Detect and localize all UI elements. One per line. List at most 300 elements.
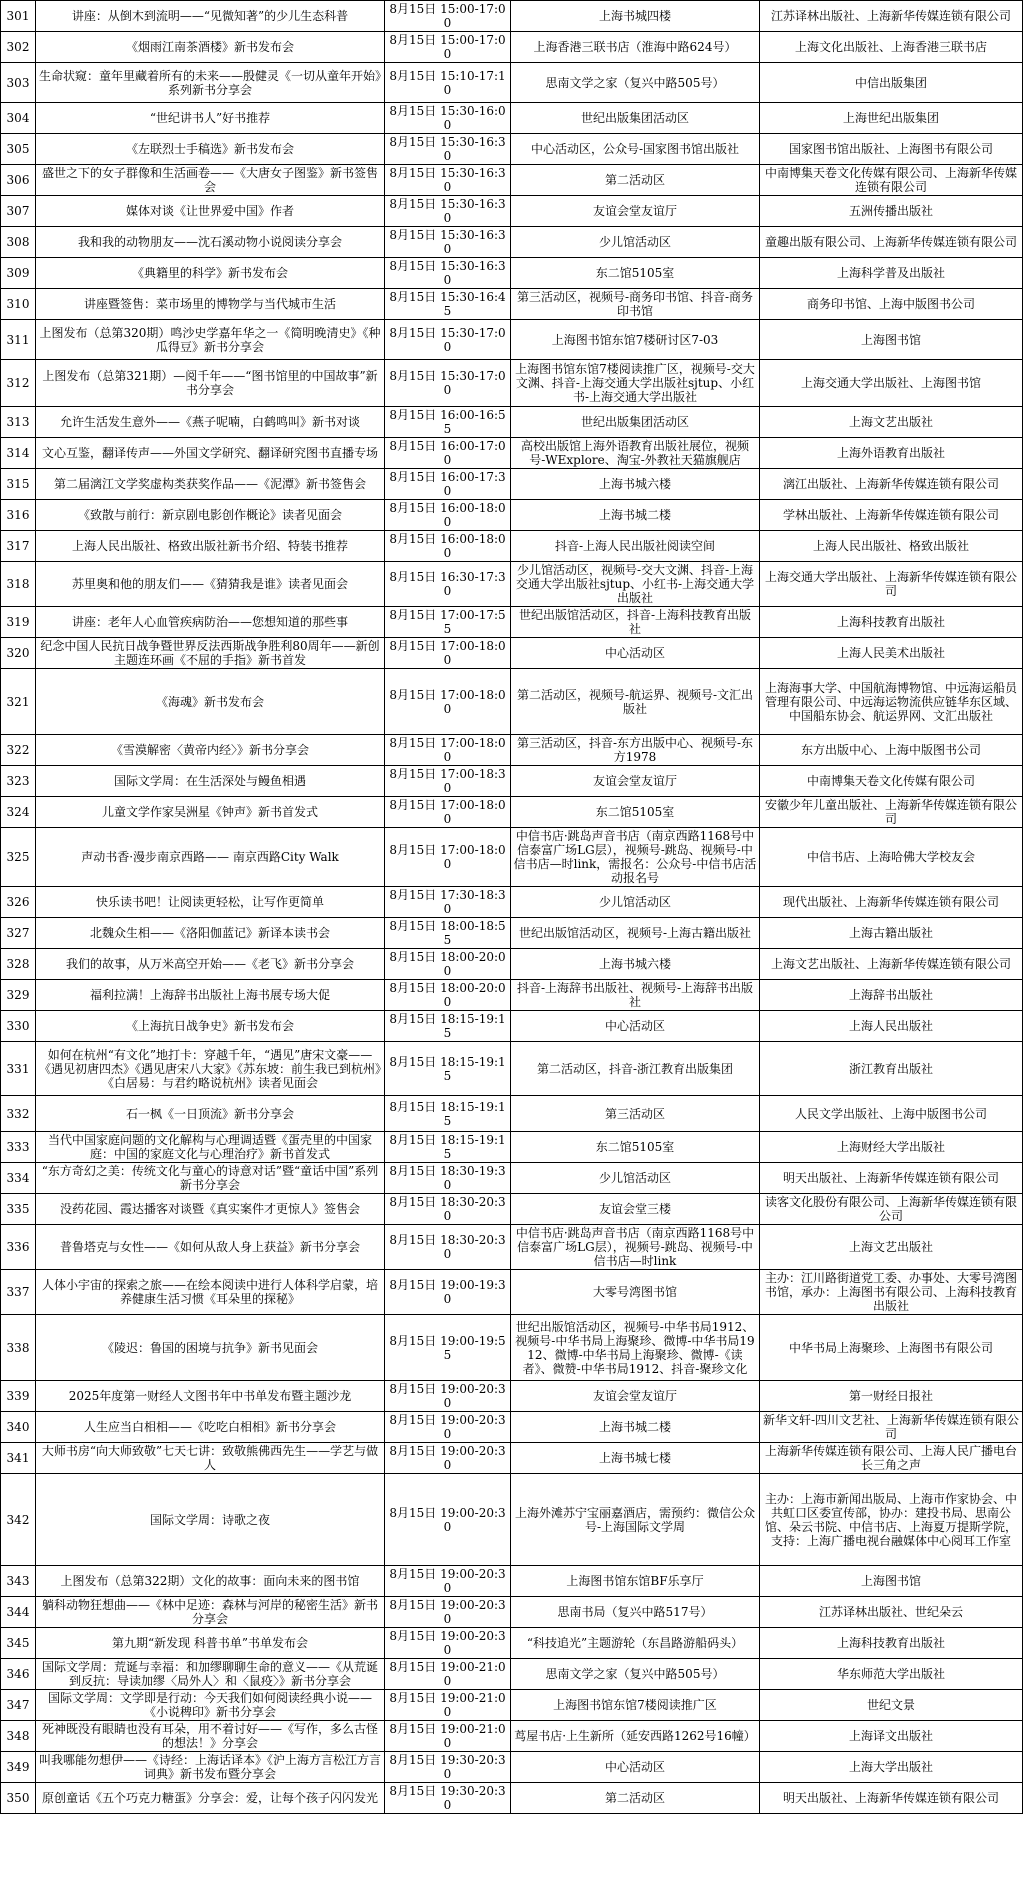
event-organizer: 上海财经大学出版社 <box>760 1132 1023 1163</box>
event-venue: 东二馆5105室 <box>511 797 760 828</box>
event-title: 第二届漓江文学奖虚构类获奖作品——《泥潭》新书签售会 <box>36 469 385 500</box>
event-title: 媒体对谈《让世界爱中国》作者 <box>36 196 385 227</box>
table-row <box>1 1597 1023 1628</box>
event-time: 8月15日 15:30-16:30 <box>385 258 511 289</box>
event-title: 盛世之下的女子群像和生活画卷——《大唐女子图鉴》新书签售会 <box>36 165 385 196</box>
row-number: 324 <box>1 797 36 828</box>
event-title: 上海人民出版社、格致出版社新书介绍、特装书推荐 <box>36 531 385 562</box>
event-venue: 上海图书馆东馆7楼阅读推广区，视频号-交大文渊、抖音-上海交通大学出版社sjtup、小红书-上海交通大学出版社 <box>511 360 760 407</box>
table-row <box>1 407 1023 438</box>
event-venue: 第二活动区，视频号-航运界、视频号-文汇出版社 <box>511 669 760 735</box>
event-time: 8月15日 15:30-17:00 <box>385 320 511 360</box>
event-title: 死神既没有眼睛也没有耳朵，用不着讨好——《写作，多么古怪的想法！》分享会 <box>36 1721 385 1752</box>
table-row <box>1 562 1023 607</box>
table-row <box>1 1443 1023 1474</box>
event-venue: 上海外滩苏宁宝丽嘉酒店，需预约：微信公众号-上海国际文学周 <box>511 1474 760 1566</box>
event-time: 8月15日 16:30-17:30 <box>385 562 511 607</box>
table-row <box>1 469 1023 500</box>
row-number: 338 <box>1 1315 36 1381</box>
event-title: 《上海抗日战争史》新书发布会 <box>36 1011 385 1042</box>
table-row <box>1 438 1023 469</box>
event-time: 8月15日 15:30-16:30 <box>385 196 511 227</box>
event-time: 8月15日 16:00-17:30 <box>385 469 511 500</box>
event-title: 《海魂》新书发布会 <box>36 669 385 735</box>
event-title: 大师书房“向大师致敬”七天七讲：致敬熊佛西先生——学艺与做人 <box>36 1443 385 1474</box>
event-title: “东方奇幻之美：传统文化与童心的诗意对话”暨“童话中国”系列新书分享会 <box>36 1163 385 1194</box>
row-number: 345 <box>1 1628 36 1659</box>
event-time: 8月15日 18:30-20:30 <box>385 1225 511 1270</box>
row-number: 329 <box>1 980 36 1011</box>
event-time: 8月15日 19:00-20:30 <box>385 1412 511 1443</box>
row-number: 340 <box>1 1412 36 1443</box>
event-organizer: 上海新华传媒连锁有限公司、上海人民广播电台长三角之声 <box>760 1443 1023 1474</box>
event-venue: 抖音-上海辞书出版社、视频号-上海辞书出版社 <box>511 980 760 1011</box>
table-row <box>1 735 1023 766</box>
event-time: 8月15日 15:10-17:10 <box>385 63 511 103</box>
event-time: 8月15日 15:00-17:00 <box>385 32 511 63</box>
table-row <box>1 1315 1023 1381</box>
event-organizer: 学林出版社、上海新华传媒连锁有限公司 <box>760 500 1023 531</box>
row-number: 306 <box>1 165 36 196</box>
event-rows <box>1 1 1023 1814</box>
event-time: 8月15日 19:00-20:30 <box>385 1443 511 1474</box>
event-time: 8月15日 19:00-20:30 <box>385 1628 511 1659</box>
row-number: 335 <box>1 1194 36 1225</box>
event-venue: 上海书城六楼 <box>511 469 760 500</box>
row-number: 342 <box>1 1474 36 1566</box>
event-venue: 中心活动区 <box>511 1752 760 1783</box>
event-title: 国际文学周：荒诞与幸福：和加缪聊聊生命的意义——《从荒诞到反抗：导读加缪〈局外人〉和〈鼠疫〉》新书分享会 <box>36 1659 385 1690</box>
row-number: 347 <box>1 1690 36 1721</box>
table-row <box>1 949 1023 980</box>
event-organizer: 浙江教育出版社 <box>760 1042 1023 1096</box>
event-venue: 第二活动区 <box>511 165 760 196</box>
event-time: 8月15日 18:15-19:15 <box>385 1096 511 1132</box>
event-title: “世纪讲书人”好书推荐 <box>36 103 385 134</box>
table-row <box>1 1132 1023 1163</box>
row-number: 323 <box>1 766 36 797</box>
event-time: 8月15日 18:00-20:00 <box>385 949 511 980</box>
event-venue: 友谊会堂友谊厅 <box>511 766 760 797</box>
event-venue: 中心活动区 <box>511 1011 760 1042</box>
event-organizer: 商务印书馆、上海中版图书公司 <box>760 289 1023 320</box>
event-venue: 抖音-上海人民出版社阅读空间 <box>511 531 760 562</box>
event-organizer: 上海交通大学出版社、上海图书馆 <box>760 360 1023 407</box>
event-time: 8月15日 17:00-18:00 <box>385 797 511 828</box>
row-number: 348 <box>1 1721 36 1752</box>
event-organizer: 上海海事大学、中国航海博物馆、中远海运船员管理有限公司、中远海运物流供应链华东区域、中国船东协会、航运界网、文汇出版社 <box>760 669 1023 735</box>
event-venue: 中信书店·跳岛声音书店（南京西路1168号中信泰富广场LG层），视频号-跳岛、视频号-中信书店—时link <box>511 1225 760 1270</box>
row-number: 325 <box>1 828 36 887</box>
event-title: 国际文学周：在生活深处与鳗鱼相遇 <box>36 766 385 797</box>
event-title: 上图发布（总第320期）鸣沙史学嘉年华之一《简明晚清史》《种瓜得豆》新书分享会 <box>36 320 385 360</box>
table-row <box>1 258 1023 289</box>
event-organizer: 读客文化股份有限公司、上海新华传媒连锁有限公司 <box>760 1194 1023 1225</box>
table-row <box>1 1225 1023 1270</box>
event-title: 人体小宇宙的探索之旅——在绘本阅读中进行人体科学启蒙，培养健康生活习惯《耳朵里的探秘》 <box>36 1270 385 1315</box>
event-time: 8月15日 15:30-17:00 <box>385 360 511 407</box>
event-venue: “科技追光”主题游轮（东昌路游船码头） <box>511 1628 760 1659</box>
event-time: 8月15日 19:30-20:30 <box>385 1752 511 1783</box>
event-organizer: 人民文学出版社、上海中版图书公司 <box>760 1096 1023 1132</box>
event-organizer: 明天出版社、上海新华传媒连锁有限公司 <box>760 1783 1023 1814</box>
row-number: 305 <box>1 134 36 165</box>
event-venue: 世纪出版馆活动区，视频号-上海古籍出版社 <box>511 918 760 949</box>
row-number: 309 <box>1 258 36 289</box>
row-number: 333 <box>1 1132 36 1163</box>
row-number: 331 <box>1 1042 36 1096</box>
event-venue: 中信书店·跳岛声音书店（南京西路1168号中信泰富广场LG层），视频号-跳岛、视频号-中信书店—时link，需报名：公众号-中信书店活动报名号 <box>511 828 760 887</box>
table-row <box>1 32 1023 63</box>
event-organizer: 童趣出版有限公司、上海新华传媒连锁有限公司 <box>760 227 1023 258</box>
event-title: 苏里奥和他的朋友们——《猜猜我是谁》读者见面会 <box>36 562 385 607</box>
table-row <box>1 134 1023 165</box>
event-organizer: 上海图书馆 <box>760 1566 1023 1597</box>
event-time: 8月15日 17:00-17:55 <box>385 607 511 638</box>
event-title: 儿童文学作家吴洲星《钟声》新书首发式 <box>36 797 385 828</box>
event-time: 8月15日 16:00-18:00 <box>385 500 511 531</box>
table-row <box>1 669 1023 735</box>
event-title: 允许生活发生意外——《燕子呢喃，白鹤鸣叫》新书对谈 <box>36 407 385 438</box>
table-row <box>1 918 1023 949</box>
event-organizer: 主办：上海市新闻出版局、上海市作家协会、中共虹口区委宣传部，协办：建投书局、思南公馆、朵云书院、中信书店、上海夏万提斯学院，支持：上海广播电视台融媒体中心阅耳工作室 <box>760 1474 1023 1566</box>
row-number: 349 <box>1 1752 36 1783</box>
row-number: 330 <box>1 1011 36 1042</box>
event-title: 北魏众生相——《洛阳伽蓝记》新译本读书会 <box>36 918 385 949</box>
event-title: 上图发布（总第321期）—阅千年——“图书馆里的中国故事”新书分享会 <box>36 360 385 407</box>
event-title: 《左联烈士手稿选》新书发布会 <box>36 134 385 165</box>
event-organizer: 上海图书馆 <box>760 320 1023 360</box>
event-venue: 友谊会堂友谊厅 <box>511 1381 760 1412</box>
event-organizer: 五洲传播出版社 <box>760 196 1023 227</box>
table-row <box>1 1270 1023 1315</box>
event-organizer: 第一财经日报社 <box>760 1381 1023 1412</box>
table-row <box>1 980 1023 1011</box>
row-number: 336 <box>1 1225 36 1270</box>
row-number: 326 <box>1 887 36 918</box>
row-number: 320 <box>1 638 36 669</box>
table-row <box>1 1163 1023 1194</box>
event-organizer: 上海人民出版社、格致出版社 <box>760 531 1023 562</box>
event-title: 声动书香·漫步南京西路—— 南京西路City Walk <box>36 828 385 887</box>
event-organizer: 国家图书馆出版社、上海图书有限公司 <box>760 134 1023 165</box>
event-venue: 少儿馆活动区 <box>511 887 760 918</box>
event-title: 原创童话《五个巧克力糖蛋》分享会：爱，让每个孩子闪闪发光 <box>36 1783 385 1814</box>
row-number: 314 <box>1 438 36 469</box>
event-venue: 第三活动区，抖音-东方出版中心、视频号-东方1978 <box>511 735 760 766</box>
event-venue: 第二活动区 <box>511 1783 760 1814</box>
event-venue: 上海书城四楼 <box>511 1 760 32</box>
event-venue: 上海图书馆东馆BF乐享厅 <box>511 1566 760 1597</box>
event-time: 8月15日 17:00-18:00 <box>385 828 511 887</box>
event-time: 8月15日 19:00-19:30 <box>385 1270 511 1315</box>
event-organizer: 上海人民美术出版社 <box>760 638 1023 669</box>
event-title: 我和我的动物朋友——沈石溪动物小说阅读分享会 <box>36 227 385 258</box>
table-row <box>1 1 1023 32</box>
row-number: 334 <box>1 1163 36 1194</box>
table-row <box>1 1566 1023 1597</box>
table-row <box>1 1721 1023 1752</box>
event-time: 8月15日 17:30-18:30 <box>385 887 511 918</box>
table-row <box>1 1042 1023 1096</box>
event-title: 生命状窥：童年里藏着所有的未来——殷健灵《一切从童年开始》系列新书分享会 <box>36 63 385 103</box>
row-number: 302 <box>1 32 36 63</box>
row-number: 344 <box>1 1597 36 1628</box>
event-venue: 第三活动区 <box>511 1096 760 1132</box>
event-time: 8月15日 19:00-21:00 <box>385 1690 511 1721</box>
table-row <box>1 103 1023 134</box>
table-row <box>1 1412 1023 1443</box>
event-time: 8月15日 18:30-19:30 <box>385 1163 511 1194</box>
event-time: 8月15日 18:15-19:15 <box>385 1132 511 1163</box>
event-time: 8月15日 15:30-16:30 <box>385 165 511 196</box>
event-title: 石一枫《一日顶流》新书分享会 <box>36 1096 385 1132</box>
row-number: 339 <box>1 1381 36 1412</box>
event-title: 国际文学周：诗歌之夜 <box>36 1474 385 1566</box>
event-title: 普鲁塔克与女性——《如何从敌人身上获益》新书分享会 <box>36 1225 385 1270</box>
table-row <box>1 360 1023 407</box>
event-time: 8月15日 19:00-20:30 <box>385 1597 511 1628</box>
event-organizer: 上海文艺出版社 <box>760 407 1023 438</box>
table-row <box>1 607 1023 638</box>
event-venue: 上海书城七楼 <box>511 1443 760 1474</box>
event-venue: 第二活动区，抖音-浙江教育出版集团 <box>511 1042 760 1096</box>
row-number: 311 <box>1 320 36 360</box>
event-organizer: 中南博集天卷文化传媒有限公司、上海新华传媒连锁有限公司 <box>760 165 1023 196</box>
event-title: 当代中国家庭问题的文化解构与心理调适暨《蛋壳里的中国家庭：中国的家庭文化与心理治疗》新书首发式 <box>36 1132 385 1163</box>
event-venue: 上海图书馆东馆7楼研讨区7-03 <box>511 320 760 360</box>
row-number: 304 <box>1 103 36 134</box>
event-organizer: 上海科技教育出版社 <box>760 607 1023 638</box>
row-number: 312 <box>1 360 36 407</box>
row-number: 350 <box>1 1783 36 1814</box>
table-row <box>1 1194 1023 1225</box>
event-venue: 高校出版馆上海外语教育出版社展位，视频号-WExplore、淘宝-外教社天猫旗舰店 <box>511 438 760 469</box>
event-organizer: 中华书局上海聚珍、上海图书有限公司 <box>760 1315 1023 1381</box>
event-organizer: 上海辞书出版社 <box>760 980 1023 1011</box>
event-venue: 友谊会堂友谊厅 <box>511 196 760 227</box>
event-venue: 世纪出版集团活动区 <box>511 407 760 438</box>
table-row <box>1 1659 1023 1690</box>
event-organizer: 上海交通大学出版社、上海新华传媒连锁有限公司 <box>760 562 1023 607</box>
event-organizer: 上海世纪出版集团 <box>760 103 1023 134</box>
event-venue: 中心活动区 <box>511 638 760 669</box>
table-row <box>1 227 1023 258</box>
event-time: 8月15日 16:00-17:00 <box>385 438 511 469</box>
table-row <box>1 500 1023 531</box>
event-time: 8月15日 18:00-18:55 <box>385 918 511 949</box>
event-organizer: 中南博集天卷文化传媒有限公司 <box>760 766 1023 797</box>
event-venue: 世纪出版集团活动区 <box>511 103 760 134</box>
event-title: 第九期“新发现 科普书单”书单发布会 <box>36 1628 385 1659</box>
event-title: 人生应当白相相——《吃吃白相相》新书分享会 <box>36 1412 385 1443</box>
event-time: 8月15日 15:00-17:00 <box>385 1 511 32</box>
event-organizer: 上海科学普及出版社 <box>760 258 1023 289</box>
event-venue: 东二馆5105室 <box>511 258 760 289</box>
table-row <box>1 196 1023 227</box>
event-organizer: 漓江出版社、上海新华传媒连锁有限公司 <box>760 469 1023 500</box>
event-venue: 少儿馆活动区，视频号-交大文渊、抖音-上海交通大学出版社sjtup、小红书-上海交通大学出版社 <box>511 562 760 607</box>
event-venue: 思南书局（复兴中路517号） <box>511 1597 760 1628</box>
row-number: 319 <box>1 607 36 638</box>
event-title: 如何在杭州“有文化”地打卡：穿越千年，“遇见”唐宋文豪——《遇见初唐四杰》《遇见唐宋八大家》《苏东坡：前生我已到杭州》《白居易：与君约略说杭州》读者见面会 <box>36 1042 385 1096</box>
event-time: 8月15日 15:30-16:30 <box>385 134 511 165</box>
event-organizer: 现代出版社、上海新华传媒连锁有限公司 <box>760 887 1023 918</box>
event-title: 讲座：从倒木到流明——“见微知著”的少儿生态科普 <box>36 1 385 32</box>
table-row <box>1 1783 1023 1814</box>
event-organizer: 上海外语教育出版社 <box>760 438 1023 469</box>
table-row <box>1 1096 1023 1132</box>
event-title: 文心互鉴，翻译传声——外国文学研究、翻译研究图书直播专场 <box>36 438 385 469</box>
event-time: 8月15日 17:00-18:00 <box>385 669 511 735</box>
event-organizer: 主办：江川路街道党工委、办事处、大零号湾图书馆，承办：上海图书有限公司、上海科技教育出版社 <box>760 1270 1023 1315</box>
event-organizer: 中信书店、上海哈佛大学校友会 <box>760 828 1023 887</box>
event-organizer: 上海古籍出版社 <box>760 918 1023 949</box>
table-row <box>1 63 1023 103</box>
row-number: 301 <box>1 1 36 32</box>
event-title: 《典籍里的科学》新书发布会 <box>36 258 385 289</box>
event-time: 8月15日 18:30-20:30 <box>385 1194 511 1225</box>
table-row <box>1 531 1023 562</box>
event-time: 8月15日 19:30-20:30 <box>385 1783 511 1814</box>
event-venue: 茑屋书店·上生新所（延安西路1262号16幢） <box>511 1721 760 1752</box>
event-title: 2025年度第一财经人文图书年中书单发布暨主题沙龙 <box>36 1381 385 1412</box>
event-title: 叫我哪能勿想伊——《诗经：上海话译本》《沪上海方言松江方言词典》新书发布暨分享会 <box>36 1752 385 1783</box>
event-title: 躺科动物狂想曲——《林中足迹：森林与河岸的秘密生活》新书分享会 <box>36 1597 385 1628</box>
row-number: 307 <box>1 196 36 227</box>
event-organizer: 明天出版社、上海新华传媒连锁有限公司 <box>760 1163 1023 1194</box>
row-number: 328 <box>1 949 36 980</box>
table-row <box>1 1474 1023 1566</box>
row-number: 321 <box>1 669 36 735</box>
row-number: 343 <box>1 1566 36 1597</box>
event-organizer: 上海大学出版社 <box>760 1752 1023 1783</box>
event-organizer: 江苏译林出版社、世纪朵云 <box>760 1597 1023 1628</box>
event-title: 没药花园、霞达播客对谈暨《真实案件才更惊人》签售会 <box>36 1194 385 1225</box>
event-venue: 上海书城二楼 <box>511 1412 760 1443</box>
row-number: 341 <box>1 1443 36 1474</box>
event-organizer: 江苏译林出版社、上海新华传媒连锁有限公司 <box>760 1 1023 32</box>
event-venue: 世纪出版馆活动区，视频号-中华书局1912、视频号-中华书局上海聚珍、微博-中华书局1912、微博-中华书局上海聚珍、微博-《读者》、微赞-中华书局1912、抖音-聚珍文化 <box>511 1315 760 1381</box>
table-row <box>1 887 1023 918</box>
event-venue: 大零号湾图书馆 <box>511 1270 760 1315</box>
row-number: 315 <box>1 469 36 500</box>
event-venue: 少儿馆活动区 <box>511 227 760 258</box>
table-row <box>1 165 1023 196</box>
event-organizer: 上海文艺出版社、上海新华传媒连锁有限公司 <box>760 949 1023 980</box>
table-row <box>1 1690 1023 1721</box>
row-number: 317 <box>1 531 36 562</box>
event-venue: 上海图书馆东馆7楼阅读推广区 <box>511 1690 760 1721</box>
event-time: 8月15日 18:15-19:15 <box>385 1011 511 1042</box>
table-row <box>1 1011 1023 1042</box>
event-title: 上图发布（总第322期）文化的故事：面向未来的图书馆 <box>36 1566 385 1597</box>
event-venue: 思南文学之家（复兴中路505号） <box>511 1659 760 1690</box>
event-time: 8月15日 17:00-18:30 <box>385 766 511 797</box>
table-row <box>1 766 1023 797</box>
event-time: 8月15日 17:00-18:00 <box>385 735 511 766</box>
event-time: 8月15日 19:00-20:30 <box>385 1566 511 1597</box>
event-organizer: 世纪文景 <box>760 1690 1023 1721</box>
row-number: 316 <box>1 500 36 531</box>
event-organizer: 上海科技教育出版社 <box>760 1628 1023 1659</box>
event-time: 8月15日 19:00-21:00 <box>385 1721 511 1752</box>
event-title: 《雪漠解密〈黄帝内经〉》新书分享会 <box>36 735 385 766</box>
event-time: 8月15日 15:30-16:45 <box>385 289 511 320</box>
event-title: 福利拉满！上海辞书出版社上海书展专场大促 <box>36 980 385 1011</box>
event-time: 8月15日 18:15-19:15 <box>385 1042 511 1096</box>
event-venue: 世纪出版馆活动区，抖音-上海科技教育出版社 <box>511 607 760 638</box>
event-time: 8月15日 19:00-20:30 <box>385 1474 511 1566</box>
table-row <box>1 320 1023 360</box>
event-organizer: 东方出版中心、上海中版图书公司 <box>760 735 1023 766</box>
event-title: 纪念中国人民抗日战争暨世界反法西斯战争胜利80周年——新创主题连环画《不屈的手指》新书首发 <box>36 638 385 669</box>
row-number: 318 <box>1 562 36 607</box>
event-title: 快乐读书吧！让阅读更轻松，让写作更简单 <box>36 887 385 918</box>
event-title: 我们的故事，从万米高空开始——《老飞》新书分享会 <box>36 949 385 980</box>
table-row <box>1 638 1023 669</box>
event-organizer: 上海译文出版社 <box>760 1721 1023 1752</box>
row-number: 346 <box>1 1659 36 1690</box>
table-row <box>1 289 1023 320</box>
event-title: 国际文学周：文学即是行动：今天我们如何阅读经典小说——《小说稗印》新书分享会 <box>36 1690 385 1721</box>
event-time: 8月15日 17:00-18:00 <box>385 638 511 669</box>
event-time: 8月15日 15:30-16:00 <box>385 103 511 134</box>
event-title: 《陵迟：鲁国的困境与抗争》新书见面会 <box>36 1315 385 1381</box>
event-organizer: 上海文化出版社、上海香港三联书店 <box>760 32 1023 63</box>
event-organizer: 上海人民出版社 <box>760 1011 1023 1042</box>
event-venue: 上海香港三联书店（淮海中路624号） <box>511 32 760 63</box>
event-venue: 少儿馆活动区 <box>511 1163 760 1194</box>
event-time: 8月15日 19:00-19:55 <box>385 1315 511 1381</box>
event-venue: 中心活动区，公众号-国家图书馆出版社 <box>511 134 760 165</box>
table-row <box>1 1628 1023 1659</box>
event-time: 8月15日 19:00-20:30 <box>385 1381 511 1412</box>
row-number: 327 <box>1 918 36 949</box>
table-row <box>1 828 1023 887</box>
event-organizer: 中信出版集团 <box>760 63 1023 103</box>
event-venue: 上海书城二楼 <box>511 500 760 531</box>
event-organizer: 上海文艺出版社 <box>760 1225 1023 1270</box>
event-time: 8月15日 16:00-18:00 <box>385 531 511 562</box>
event-time: 8月15日 18:00-20:00 <box>385 980 511 1011</box>
event-organizer: 新华文轩-四川文艺社、上海新华传媒连锁有限公司 <box>760 1412 1023 1443</box>
event-title: 讲座暨签售：菜市场里的博物学与当代城市生活 <box>36 289 385 320</box>
event-title: 《致散与前行：新京剧电影创作概论》读者见面会 <box>36 500 385 531</box>
row-number: 310 <box>1 289 36 320</box>
event-time: 8月15日 15:30-16:30 <box>385 227 511 258</box>
event-venue: 友谊会堂三楼 <box>511 1194 760 1225</box>
event-venue: 第三活动区，视频号-商务印书馆、抖音-商务印书馆 <box>511 289 760 320</box>
event-time: 8月15日 16:00-16:55 <box>385 407 511 438</box>
row-number: 308 <box>1 227 36 258</box>
event-venue: 思南文学之家（复兴中路505号） <box>511 63 760 103</box>
table-row <box>1 1381 1023 1412</box>
event-venue: 上海书城六楼 <box>511 949 760 980</box>
event-title: 《烟雨江南茶酒楼》新书发布会 <box>36 32 385 63</box>
table-row <box>1 1752 1023 1783</box>
event-organizer: 安徽少年儿童出版社、上海新华传媒连锁有限公司 <box>760 797 1023 828</box>
table-row <box>1 797 1023 828</box>
row-number: 313 <box>1 407 36 438</box>
row-number: 303 <box>1 63 36 103</box>
event-title: 讲座：老年人心血管疾病防治——您想知道的那些事 <box>36 607 385 638</box>
event-time: 8月15日 19:00-21:00 <box>385 1659 511 1690</box>
event-organizer: 华东师范大学出版社 <box>760 1659 1023 1690</box>
event-venue: 东二馆5105室 <box>511 1132 760 1163</box>
row-number: 332 <box>1 1096 36 1132</box>
row-number: 322 <box>1 735 36 766</box>
